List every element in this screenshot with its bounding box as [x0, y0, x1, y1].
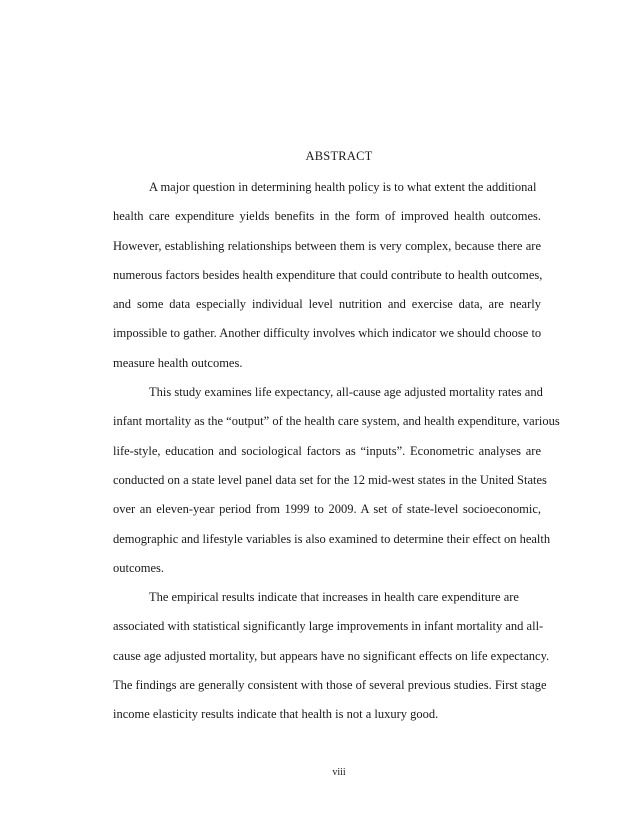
text-line: associated with statistical significantly large improvements in infant mortality and all- — [113, 619, 544, 634]
paragraph-2 — [113, 378, 560, 583]
page-number: viii — [332, 767, 346, 778]
text-line: health care expenditure yields benefits in the form of improved health outcomes. — [113, 209, 541, 224]
text-line: income elasticity results indicate that health is not a luxury good. — [113, 707, 439, 722]
text-line: impossible to gather. Another difficulty involves which indicator we should choose to — [113, 326, 542, 341]
text-line: The findings are generally consistent with those of several previous studies. First stage — [113, 678, 547, 693]
text-line: over an eleven-year period from 1999 to 2009. A set of state-level socioeconomic, — [113, 502, 541, 517]
text-line: A major question in determining health policy is to what extent the additional — [149, 180, 537, 194]
text-line: life-style, education and sociological factors as “inputs”. Econometric analyses are — [113, 443, 541, 458]
text-line: This study examines life expectancy, all-cause age adjusted mortality rates and — [149, 385, 543, 400]
text-line: The empirical results indicate that increases in health care expenditure are — [149, 590, 519, 605]
text-line: However, establishing relationships between them is very complex, because there are — [113, 238, 541, 253]
text-line: measure health outcomes. — [113, 355, 243, 370]
text-line: demographic and lifestyle variables is also examined to determine their effect on health — [113, 531, 551, 546]
abstract-body — [113, 173, 560, 730]
text-line: cause age adjusted mortality, but appears have no significant effects on life expectancy. — [113, 648, 550, 663]
text-line: numerous factors besides health expenditure that could contribute to health outcomes, — [113, 267, 543, 282]
paragraph-3 — [113, 583, 550, 729]
text-line: and some data especially individual level nutrition and exercise data, are nearly — [113, 297, 541, 312]
text-line: conducted on a state level panel data set for the 12 mid-west states in the United States — [113, 472, 547, 487]
abstract-heading: ABSTRACT — [305, 149, 373, 163]
text-line: outcomes. — [113, 560, 165, 575]
text-line: infant mortality as the “output” of the health care system, and health expenditure, various — [113, 414, 560, 429]
paragraph-1 — [113, 173, 541, 378]
